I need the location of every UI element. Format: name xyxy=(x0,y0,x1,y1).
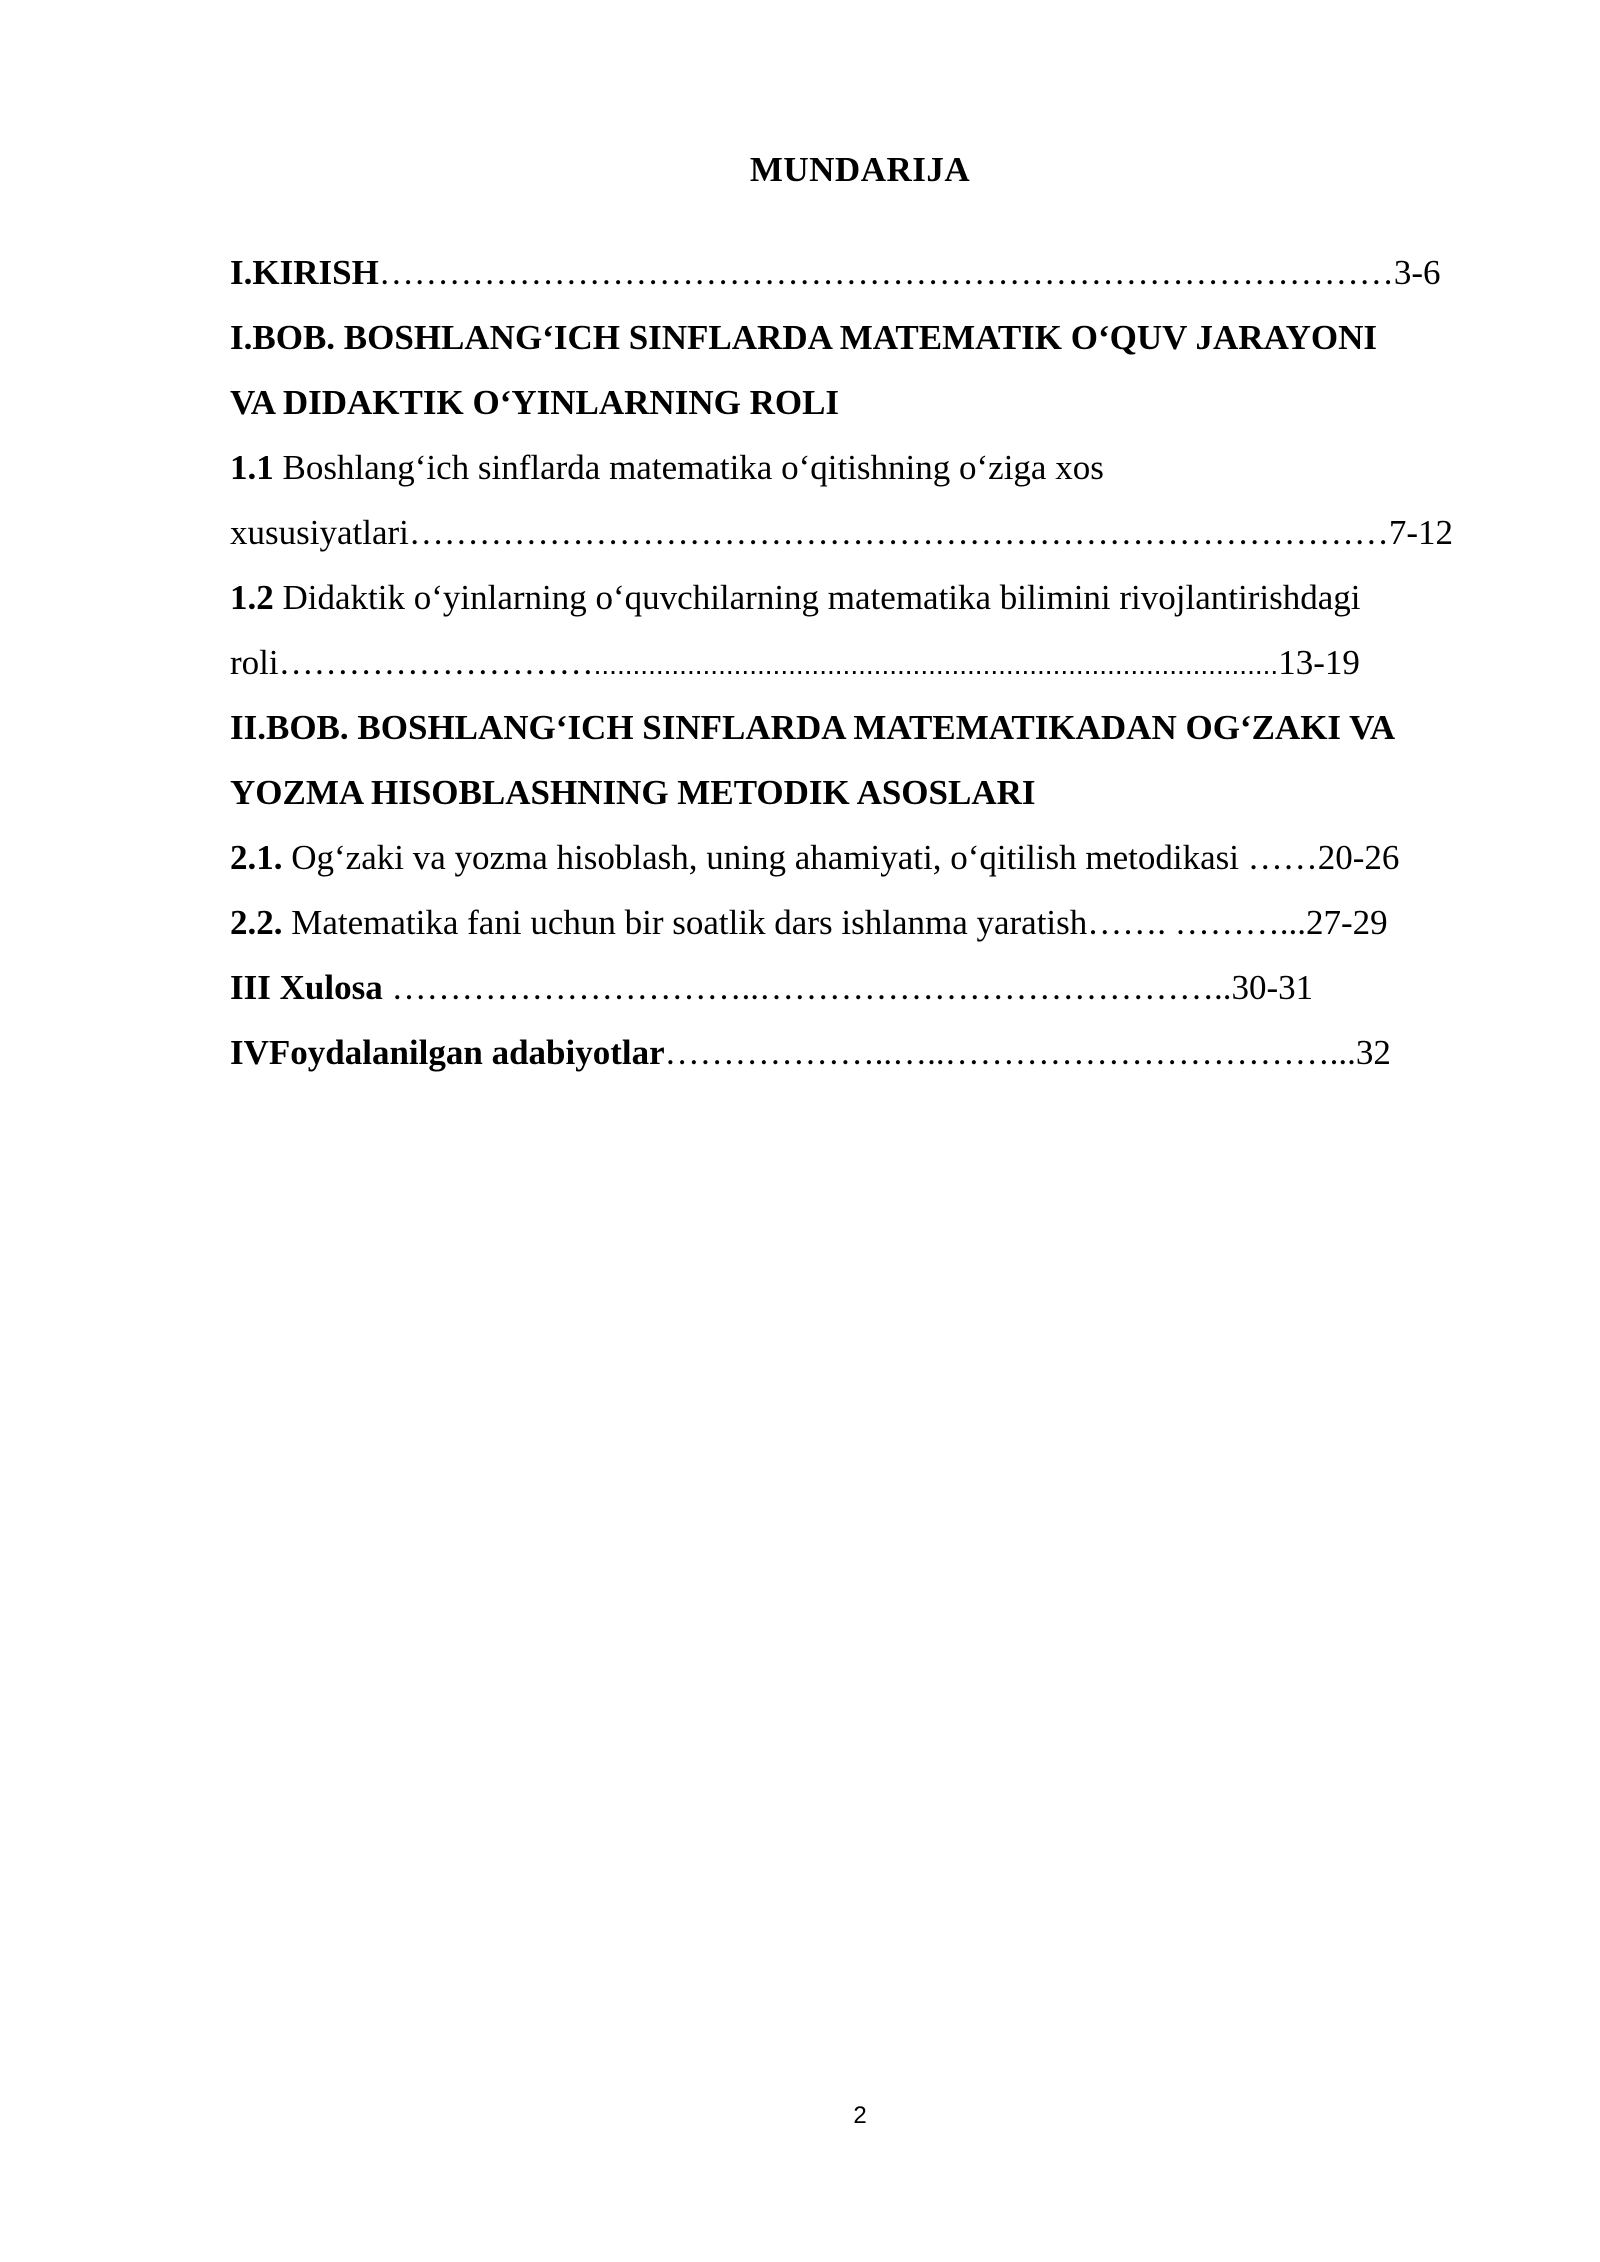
toc-section-title: xususiyatlari xyxy=(230,513,409,552)
toc-section-2-2 xyxy=(230,890,1530,955)
toc-section-1-2-line-1 xyxy=(230,565,1530,630)
toc-section-title: Didaktik o‘yinlarning o‘quvchilarning matematika bilimini rivojlantirishdagi xyxy=(273,578,1361,617)
toc-leader: …………………………..………………………………….. xyxy=(382,968,1232,1007)
toc-section-number: 2.1. xyxy=(230,838,283,877)
toc-section-1-1-line-1 xyxy=(230,435,1530,500)
toc-leader: …… xyxy=(1247,838,1318,877)
toc-leader: ……………………… xyxy=(278,643,594,682)
toc-chapter-2-line-2: YOZMA HISOBLASHNING METODIK ASOSLARI xyxy=(230,773,1036,812)
toc-section-number: 1.1 xyxy=(230,448,274,487)
toc-entry-label: IVFoydalanilgan adabiyotlar xyxy=(230,1033,665,1072)
toc-page-range: 7-12 xyxy=(1388,513,1454,552)
toc-section-number: 2.2. xyxy=(230,903,283,942)
toc-chapter-2-line-1: II.BOB. BOSHLANG‘ICH SINFLARDA MATEMATIKADAN OG‘ZAKI VA xyxy=(230,708,1396,747)
toc-page-range: 13-19 xyxy=(1278,643,1360,682)
toc-section-title: Boshlang‘ich sinflarda matematika o‘qitishning o‘ziga xos xyxy=(273,448,1104,487)
toc-leader: ………………..…..……………………………... xyxy=(664,1033,1356,1072)
toc-page-range: 27-29 xyxy=(1306,903,1388,942)
toc-page-range: 3-6 xyxy=(1393,253,1441,292)
toc-page-range: 30-31 xyxy=(1231,968,1314,1007)
toc-section-title: Matematika fani uchun bir soatlik dars ishlanma yaratish xyxy=(282,903,1088,942)
toc-leader-dots: ........................................................................................ xyxy=(593,649,1279,680)
toc-entry-xulosa xyxy=(230,955,1530,1020)
toc-entry-label: I.KIRISH xyxy=(230,253,379,292)
toc-page-range: 20-26 xyxy=(1317,838,1400,877)
table-of-contents xyxy=(230,240,1530,1085)
toc-section-1-2-line-2 xyxy=(230,630,1530,695)
toc-leader: ……. ………... xyxy=(1087,903,1307,942)
toc-section-2-1 xyxy=(230,825,1530,890)
document-title: MUNDARIJA xyxy=(749,150,971,189)
toc-entry-label: III Xulosa xyxy=(230,968,383,1007)
toc-section-title: roli xyxy=(230,643,279,682)
toc-leader: ………………………………………………………………………… xyxy=(408,513,1389,552)
toc-chapter-1-line-1: I.BOB. BOSHLANG‘ICH SINFLARDA MATEMATIK O‘QUV JARAYONI xyxy=(230,318,1378,357)
page-number: 2 xyxy=(853,2102,867,2129)
toc-page-range: 32 xyxy=(1355,1033,1391,1072)
toc-chapter-1-line-2: VA DIDAKTIK O‘YINLARNING ROLI xyxy=(230,383,840,422)
toc-entry-kirish xyxy=(230,240,1530,305)
toc-section-1-1-line-2 xyxy=(230,500,1530,565)
toc-section-title: Og‘zaki va yozma hisoblash, uning ahamiyati, o‘qitilish metodikasi xyxy=(282,838,1248,877)
toc-entry-adabiyotlar xyxy=(230,1020,1530,1085)
toc-leader: …………………………………………………………………………… xyxy=(378,253,1394,292)
toc-section-number: 1.2 xyxy=(230,578,274,617)
